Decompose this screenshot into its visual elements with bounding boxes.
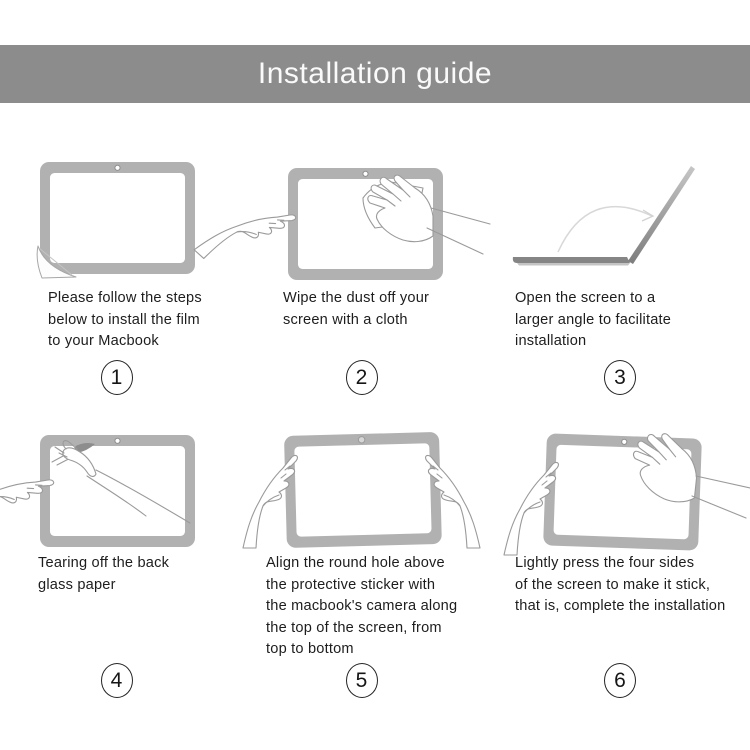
header-banner: [0, 45, 750, 103]
step-number-badge: 5: [346, 663, 378, 698]
step3-illustration-open-laptop: [490, 160, 750, 285]
laptop-base: [513, 257, 630, 263]
arm-lines: [692, 476, 750, 518]
step-cell-1: [0, 160, 233, 410]
step-cell-5: [233, 430, 490, 720]
step-number-badge: 3: [604, 360, 636, 395]
step-caption: Open the screen to a larger angle to facilitate installation: [515, 290, 672, 350]
step-cell-2: [233, 160, 490, 410]
step-caption: Lightly press the four sides of the screen to make it stick, that is, complete the installation: [515, 555, 726, 615]
step6-illustration-press-edges: [490, 430, 750, 550]
step5-illustration-align-film: [233, 430, 490, 550]
step-caption: Tearing off the back glass paper: [38, 555, 170, 593]
step-cell-6: [490, 430, 750, 720]
step-number-badge: 6: [604, 663, 636, 698]
step-cell-3: [490, 160, 750, 410]
step-number-badge: 4: [101, 663, 133, 698]
step-caption: Please follow the steps below to install the film to your Macbook: [48, 290, 202, 350]
step1-illustration-film-peel: [0, 160, 233, 285]
step-number-badge: 2: [346, 360, 378, 395]
step4-illustration-tear-paper: [0, 430, 233, 550]
step-number-badge: 1: [101, 360, 133, 395]
page-title: Installation guide: [257, 57, 493, 90]
laptop-screen-panel: [628, 166, 695, 264]
step-caption: Align the round hole above the protective sticker with the macbook's camera along the top of the screen, from top to bottom: [266, 555, 458, 658]
open-angle-arrow-icon: [558, 207, 652, 252]
steps-row-2: [0, 430, 750, 720]
step2-illustration-wiping: [233, 160, 490, 285]
steps-row-1: [0, 160, 750, 410]
step-cell-4: [0, 430, 233, 720]
step-caption: Wipe the dust off your screen with a cloth: [283, 290, 430, 328]
camera-dot: [358, 436, 365, 443]
